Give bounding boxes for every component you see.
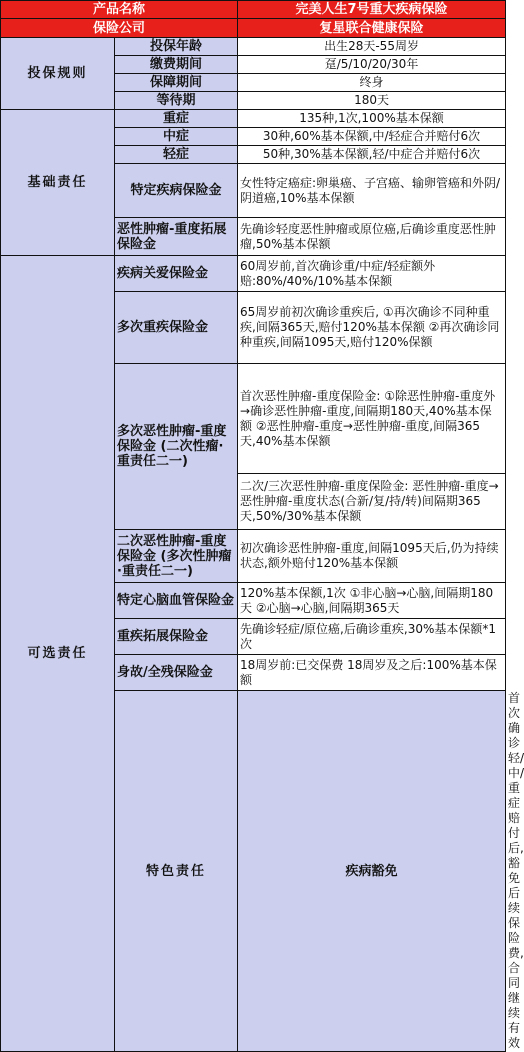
table-row: [1, 110, 506, 128]
row-label: 特定心脑血管保险金: [115, 583, 238, 619]
row-value: 趸/5/10/20/30年: [238, 56, 506, 74]
table-row: 特色责任 疾病豁免 首次确诊轻/中/重症赔付后,豁免后续保险费,合同继续有效: [1, 691, 506, 1052]
company-label: 保险公司: [1, 19, 238, 38]
row-value: 120%基本保额,1次 ①非心脑→心脑,间隔期180天 ②心脑→心脑,间隔期365天: [238, 583, 506, 619]
row-label: 疾病豁免: [238, 691, 506, 1052]
row-value: 二次/三次恶性肿瘤-重度保险金: 恶性肿瘤-重度→恶性肿瘤-重度状态(合新/复/持/转)间隔期365天,50%/30%基本保额: [238, 474, 506, 530]
row-value: 出生28天-55周岁: [238, 38, 506, 56]
row-value: 女性特定癌症:卵巢癌、子宫癌、输卵管癌和外阴/阴道癌,10%基本保额: [238, 164, 506, 218]
product-name: 完美人生7号重大疾病保险: [238, 1, 506, 19]
row-label: 多次恶性肿瘤-重度保险金 (二次性瘤·重责任二一): [115, 364, 238, 530]
row-value: 先确诊轻症/原位癌,后确诊重疾,30%基本保额*1次: [238, 619, 506, 655]
row-label: 特定疾病保险金: [115, 164, 238, 218]
row-label: 疾病关爱保险金: [115, 256, 238, 292]
row-value: 终身: [238, 74, 506, 92]
row-label: 缴费期间: [115, 56, 238, 74]
section-optional: 可选责任: [1, 256, 115, 1052]
row-value: 首次恶性肿瘤-重度保险金: ①除恶性肿瘤-重度外→确诊恶性肿瘤-重度,间隔期180天,40%基本保额 ②恶性肿瘤-重度→恶性肿瘤-重度,间隔365天,40%基本保额: [238, 364, 506, 474]
section-basic: 基础责任: [1, 110, 115, 256]
row-label: 重症: [115, 110, 238, 128]
row-value: 180天: [238, 92, 506, 110]
row-label: 等待期: [115, 92, 238, 110]
row-label: 保障期间: [115, 74, 238, 92]
row-label: 多次重疾保险金: [115, 292, 238, 364]
header-row-product: [1, 1, 506, 19]
row-value: 135种,1次,100%基本保额: [238, 110, 506, 128]
table-row: [1, 256, 506, 292]
row-value: 30种,60%基本保额,中/轻症合并赔付6次: [238, 128, 506, 146]
section-special: 特色责任: [115, 691, 238, 1052]
row-label: 中症: [115, 128, 238, 146]
row-label: 二次恶性肿瘤-重度保险金 (多次性肿瘤·重责任二一): [115, 530, 238, 583]
row-value: 先确诊轻度恶性肿瘤或原位癌,后确诊重度恶性肿瘤,50%基本保额: [238, 218, 506, 256]
row-label: 身故/全残保险金: [115, 655, 238, 691]
row-value: 18周岁前:已交保费 18周岁及之后:100%基本保额: [238, 655, 506, 691]
row-value: 60周岁前,首次确诊重/中症/轻症额外赔:80%/40%/10%基本保额: [238, 256, 506, 292]
row-value: 初次确诊恶性肿瘤-重度,间隔1095天后,仍为持续状态,额外赔付120%基本保额: [238, 530, 506, 583]
row-label: 投保年龄: [115, 38, 238, 56]
row-label: 重疾拓展保险金: [115, 619, 238, 655]
company-name: 复星联合健康保险: [238, 19, 506, 38]
row-value: 50种,30%基本保额,轻/中症合并赔付6次: [238, 146, 506, 164]
row-label: 轻症: [115, 146, 238, 164]
table-row: [1, 38, 506, 56]
row-value: 65周岁前初次确诊重疾后, ①再次确诊不同种重疾,间隔365天,赔付120%基本保额 ②再次确诊同种重疾,间隔1095天,赔付120%保额: [238, 292, 506, 364]
product-label: 产品名称: [1, 1, 238, 19]
header-row-company: [1, 19, 506, 38]
section-insure-rules: 投保规则: [1, 38, 115, 110]
row-label: 恶性肿瘤-重度拓展保险金: [115, 218, 238, 256]
